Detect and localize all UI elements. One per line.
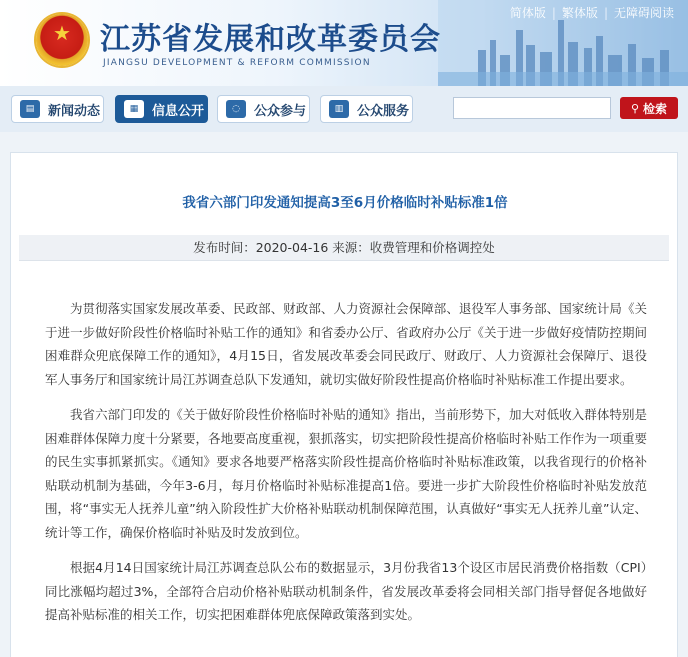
- article-paragraph: 我省六部门印发的《关于做好阶段性价格临时补贴的通知》指出，当前形势下，加大对低收入群体特别是困难群体保障力度十分紧要，各地要高度重视，狠抓落实，切实把阶段性提高价格临时补贴工作作为一项重要的民生实事抓紧抓实。《通知》要求各地要严格落实阶段性提高价格临时补贴标准政策，以我省现行的价格补贴联动机制为基础，今年3-6月，每月价格临时补贴标准提高1倍。要进一步扩大阶段性价格临时补贴发放范围，将“事实无人抚养儿童”纳入阶段性扩大价格补贴联动机制保障范围，认真做好“事实无人抚养儿童”认定、统计等工作，确保价格临时补贴及时发放到位。: [45, 407, 647, 540]
- search-input[interactable]: [453, 97, 611, 119]
- top-links: [510, 4, 674, 21]
- nav-label: 信息公开: [152, 103, 205, 119]
- search-icon: ⚲: [630, 101, 640, 115]
- article-body: [45, 297, 647, 639]
- link-simplified[interactable]: 简体版: [509, 6, 546, 20]
- nav-public-participation[interactable]: [217, 95, 310, 123]
- article-panel: [10, 152, 678, 657]
- nav-public-service[interactable]: [320, 95, 413, 123]
- divider: |: [603, 6, 608, 20]
- search-button-label: 检索: [643, 101, 668, 116]
- book-icon: ▥: [329, 100, 349, 118]
- article-meta: 发布时间：2020-04-16 来源：收费管理和价格调控处: [19, 235, 669, 261]
- site-header: [0, 0, 688, 86]
- nav-label: 公众服务: [357, 103, 410, 119]
- nav-label: 新闻动态: [48, 103, 101, 119]
- article-paragraph: 根据4月14日国家统计局江苏调查总队公布的数据显示，3月份我省13个设区市居民消费价格指数（CPI）同比涨幅均超过3%，全部符合启动价格补贴联动机制条件，省发展改革委将会同相关部门指导督促各地做好提高补贴标准的相关工作，切实把困难群体兜底保障政策落到实处。: [45, 560, 647, 622]
- link-traditional[interactable]: 繁体版: [561, 6, 598, 20]
- article-paragraph: 为贯彻落实国家发展改革委、民政部、财政部、人力资源社会保障部、退役军人事务部、国家统计局《关于进一步做好阶段性价格临时补贴工作的通知》和省委办公厅、省政府办公厅《关于进一步做好疫情防控期间困难群众兜底保障工作的通知》，4月15日，省发展改革委会同民政厅、财政厅、人力资源社会保障厅、退役军人事务厅和国家统计局江苏调查总队下发通知，就切实做好阶段性提高价格临时补贴标准工作提出要求。: [45, 301, 647, 387]
- national-emblem-logo: [36, 14, 88, 66]
- chat-icon: ◌: [226, 100, 246, 118]
- article-title: 我省六部门印发通知提高3至6月价格临时补贴标准1倍: [182, 195, 508, 211]
- link-accessible[interactable]: 无障碍阅读: [613, 6, 674, 20]
- news-icon: ▤: [20, 100, 40, 118]
- document-icon: ▦: [124, 100, 144, 118]
- search-button[interactable]: [620, 97, 678, 119]
- nav-info-public[interactable]: [115, 95, 208, 123]
- site-subtitle: JIANGSU DEVELOPMENT & REFORM COMMISSION: [103, 58, 371, 68]
- nav-label: 公众参与: [254, 103, 307, 119]
- divider: |: [551, 6, 556, 20]
- nav-news[interactable]: [11, 95, 104, 123]
- site-title: 江苏省发展和改革委员会: [100, 22, 441, 57]
